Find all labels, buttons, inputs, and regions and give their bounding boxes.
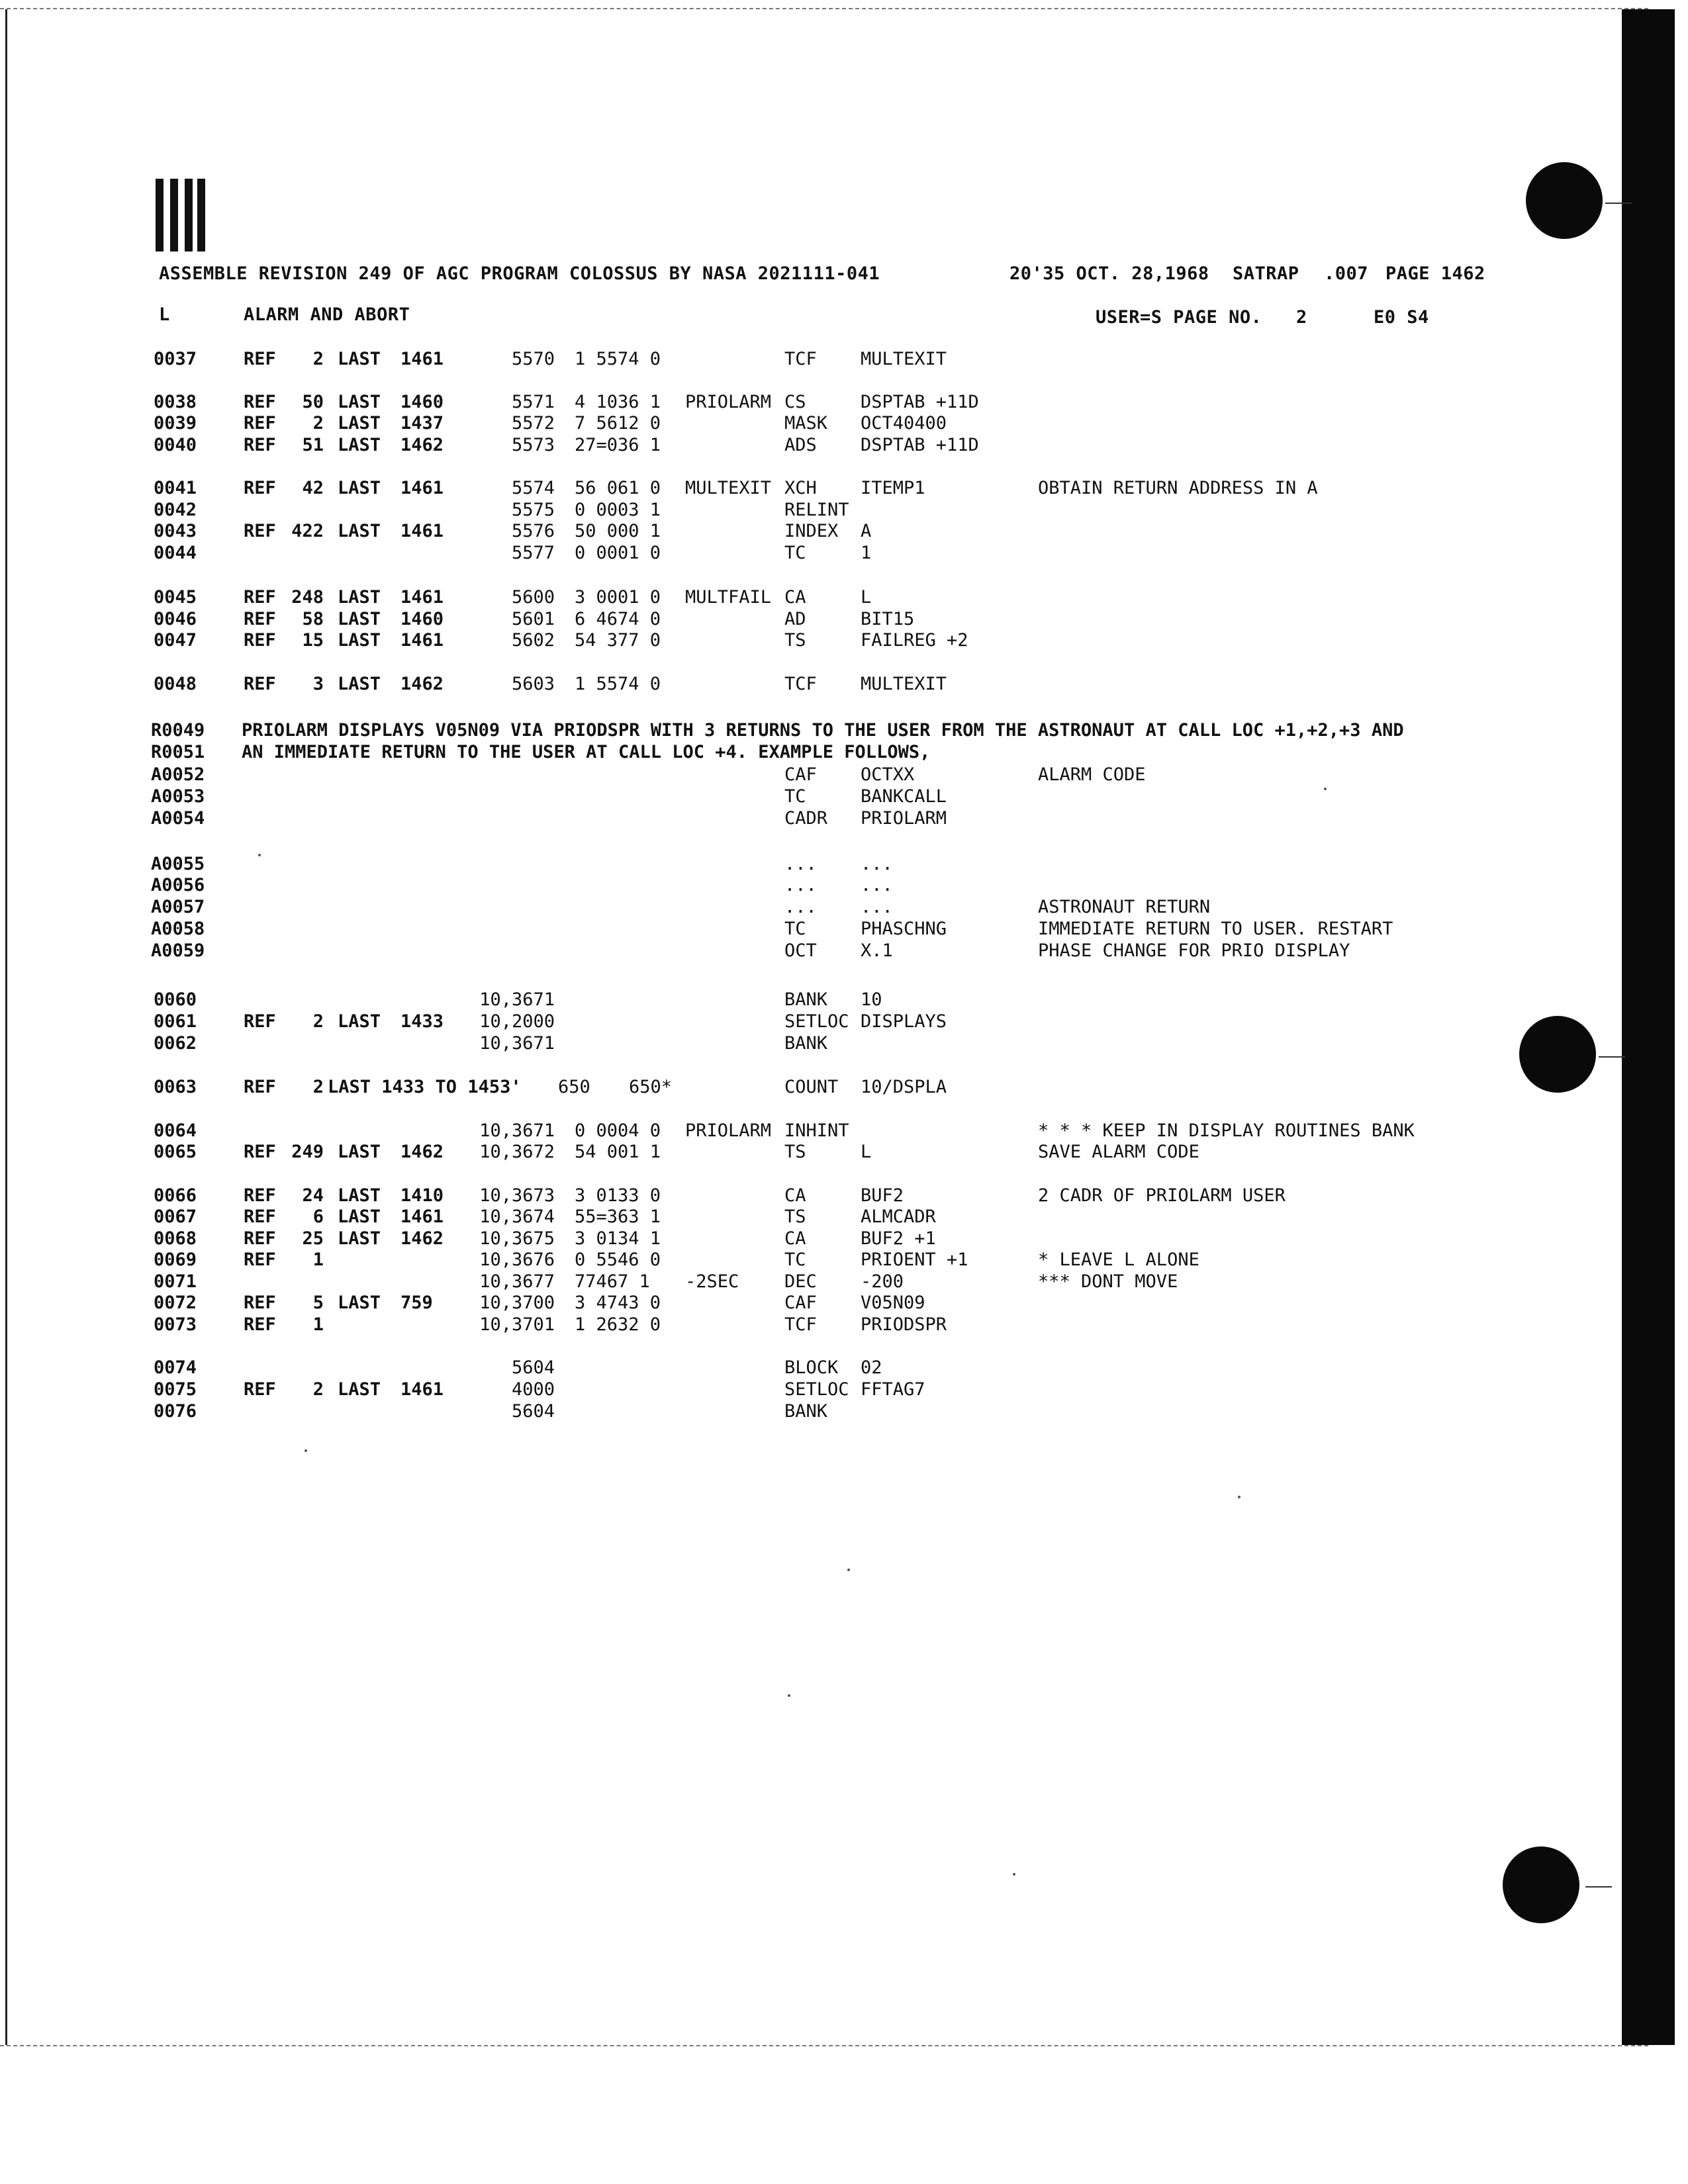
seq-number: A0055 <box>151 854 205 874</box>
comment: SAVE ALARM CODE <box>1038 1142 1199 1162</box>
seq-number: 0044 <box>154 543 197 563</box>
operand: L <box>861 587 872 608</box>
last-label: LAST <box>338 1142 381 1162</box>
listing-code: .007 <box>1324 263 1369 284</box>
last-label: LAST <box>338 1185 381 1206</box>
seq-number: 0067 <box>154 1206 197 1227</box>
opcode: DEC <box>784 1271 817 1292</box>
location: 10,3700 <box>479 1293 555 1313</box>
last-label: LAST <box>338 392 381 412</box>
seq-number: 0040 <box>154 435 197 455</box>
ref-label: REF <box>244 1011 276 1032</box>
octal-word: 55=363 1 <box>575 1206 661 1227</box>
ref-label: REF <box>244 1250 276 1270</box>
ref-label: REF <box>244 587 276 608</box>
last-label: LAST <box>338 435 381 455</box>
listing-datetime: 20'35 OCT. 28,1968 <box>1009 263 1209 284</box>
seq-number: 0046 <box>154 609 197 629</box>
count-value-total: 650* <box>629 1077 673 1097</box>
operand: DSPTAB +11D <box>861 392 979 412</box>
scan-speck <box>1238 1496 1241 1498</box>
octal-word: 0 5546 0 <box>575 1250 661 1270</box>
seq-number: 0063 <box>154 1077 197 1097</box>
symbol-label: PRIOLARM <box>685 392 772 412</box>
ref-count: 6 <box>312 1206 324 1227</box>
ref-count: 1 <box>312 1250 324 1270</box>
opcode: AD <box>784 609 806 629</box>
opcode: TC <box>784 786 806 807</box>
last-ref: 1437 <box>400 413 444 433</box>
ref-count: 1 <box>312 1314 324 1335</box>
seq-number: 0047 <box>154 630 197 651</box>
seq-number: 0071 <box>154 1271 197 1292</box>
operand: 02 <box>861 1357 882 1378</box>
location: 5575 <box>511 500 555 520</box>
location: 5570 <box>511 349 555 369</box>
scan-left-edge <box>5 9 7 2045</box>
comment: IMMEDIATE RETURN TO USER. RESTART <box>1038 919 1393 939</box>
operand: MULTEXIT <box>861 674 947 694</box>
location: 5572 <box>511 413 555 433</box>
location: 5604 <box>511 1401 555 1422</box>
ref-count: 2 <box>312 1379 324 1400</box>
opcode: CA <box>784 587 806 608</box>
listing-title: ASSEMBLE REVISION 249 OF AGC PROGRAM COLOSSUS BY NASA 2021111-041 <box>159 263 880 284</box>
operand: ALMCADR <box>861 1206 936 1227</box>
last-label: LAST <box>338 630 381 651</box>
operand: ITEMP1 <box>861 478 925 498</box>
octal-word: 1 2632 0 <box>575 1314 661 1335</box>
opcode: ADS <box>784 435 817 455</box>
seq-number: 0048 <box>154 674 197 694</box>
opcode: XCH <box>784 478 817 498</box>
operand: PRIODSPR <box>861 1314 947 1335</box>
opcode: BANK <box>784 989 828 1010</box>
operand: A <box>861 521 872 541</box>
ref-count: 422 <box>291 521 324 541</box>
octal-word: 3 4743 0 <box>575 1293 661 1313</box>
ref-count: 51 <box>302 435 324 455</box>
opcode: INHINT <box>784 1120 849 1141</box>
location: 10,3671 <box>479 989 555 1010</box>
scan-speck <box>305 1449 307 1452</box>
symbol-label: PRIOLARM <box>685 1120 772 1141</box>
last-ref: 1433 <box>400 1011 444 1032</box>
comment: * LEAVE L ALONE <box>1038 1250 1199 1270</box>
last-label: LAST <box>338 413 381 433</box>
opcode: TS <box>784 630 806 651</box>
last-label: LAST <box>338 349 381 369</box>
scan-speck <box>788 1694 790 1697</box>
location: 5574 <box>511 478 555 498</box>
seq-number: A0057 <box>151 897 205 917</box>
seq-number: 0068 <box>154 1228 197 1249</box>
operand: PRIOLARM <box>861 808 947 829</box>
remark-text: PRIOLARM DISPLAYS V05N09 VIA PRIODSPR WITH 3 RETURNS TO THE USER FROM THE ASTRONAUT AT CALL LOC +1,+2,+3 AND <box>242 720 1404 741</box>
ref-label: REF <box>244 1142 276 1162</box>
octal-word: 3 0001 0 <box>575 587 661 608</box>
operand: OCTXX <box>861 764 915 785</box>
seq-number: A0059 <box>151 940 205 961</box>
operand: ... <box>861 897 893 917</box>
opcode: COUNT <box>784 1077 839 1097</box>
ref-label: REF <box>244 1206 276 1227</box>
location: 5604 <box>511 1357 555 1378</box>
operand: 1 <box>861 543 872 563</box>
user-page-no: 2 <box>1296 307 1307 328</box>
octal-word: 4 1036 1 <box>575 392 661 412</box>
location: 5600 <box>511 587 555 608</box>
location: 10,3677 <box>479 1271 555 1292</box>
location: 5577 <box>511 543 555 563</box>
octal-word: 50 000 1 <box>575 521 661 541</box>
ref-label: REF <box>244 392 276 412</box>
operand: -200 <box>861 1271 904 1292</box>
ref-label: REF <box>244 435 276 455</box>
opcode: BANK <box>784 1401 828 1422</box>
last-ref: 1460 <box>400 609 444 629</box>
seq-number: 0037 <box>154 349 197 369</box>
seq-number: 0066 <box>154 1185 197 1206</box>
ref-label: REF <box>244 1077 276 1097</box>
opcode: TCF <box>784 674 817 694</box>
octal-word: 54 377 0 <box>575 630 661 651</box>
user-page-label: USER=S PAGE NO. <box>1096 307 1262 328</box>
ref-count: 2 <box>312 413 324 433</box>
opcode: SETLOC <box>784 1379 849 1400</box>
opcode: TC <box>784 543 806 563</box>
opcode: TS <box>784 1142 806 1162</box>
last-label: LAST <box>338 1293 381 1313</box>
comment: * * * KEEP IN DISPLAY ROUTINES BANK <box>1038 1120 1415 1141</box>
count-value: 650 <box>558 1077 590 1097</box>
opcode: BLOCK <box>784 1357 839 1378</box>
comment: ASTRONAUT RETURN <box>1038 897 1211 917</box>
seq-number: 0076 <box>154 1401 197 1422</box>
seq-number: 0039 <box>154 413 197 433</box>
location: 5573 <box>511 435 555 455</box>
last-ref: 759 <box>400 1293 433 1313</box>
last-ref: 1410 <box>400 1185 444 1206</box>
opcode: CA <box>784 1185 806 1206</box>
ref-count: 24 <box>302 1185 324 1206</box>
opcode: CAF <box>784 1293 817 1313</box>
comment: 2 CADR OF PRIOLARM USER <box>1038 1185 1286 1206</box>
opcode: RELINT <box>784 500 849 520</box>
last-label: LAST <box>338 478 381 498</box>
seq-number: A0056 <box>151 875 205 895</box>
octal-word: 6 4674 0 <box>575 609 661 629</box>
seq-number: 0041 <box>154 478 197 498</box>
octal-word: 56 061 0 <box>575 478 661 498</box>
operand: PHASCHNG <box>861 919 947 939</box>
operand: BUF2 +1 <box>861 1228 936 1249</box>
opcode: CS <box>784 392 806 412</box>
ref-count: 3 <box>312 674 324 694</box>
scan-top-edge <box>0 8 1648 9</box>
seq-number: 0074 <box>154 1357 197 1378</box>
ref-label: REF <box>244 1185 276 1206</box>
last-ref: 1461 <box>400 478 444 498</box>
punch-mark <box>1585 1886 1612 1888</box>
opcode: OCT <box>784 940 817 961</box>
location: 5601 <box>511 609 555 629</box>
last-ref: 1462 <box>400 1142 444 1162</box>
last-label: LAST <box>338 587 381 608</box>
location: 5602 <box>511 630 555 651</box>
scan-speck <box>847 1569 850 1571</box>
symbol-label: -2SEC <box>685 1271 739 1292</box>
comment: OBTAIN RETURN ADDRESS IN A <box>1038 478 1318 498</box>
opcode: TS <box>784 1206 806 1227</box>
seq-number: A0054 <box>151 808 205 829</box>
location: 10,3674 <box>479 1206 555 1227</box>
listing-page: PAGE 1462 <box>1385 263 1485 284</box>
opcode: ... <box>784 875 817 895</box>
remark-text: AN IMMEDIATE RETURN TO THE USER AT CALL LOC +4. EXAMPLE FOLLOWS, <box>242 742 931 762</box>
octal-word: 3 0134 1 <box>575 1228 661 1249</box>
opcode: TCF <box>784 349 817 369</box>
last-ref: 1461 <box>400 1379 444 1400</box>
opcode: INDEX <box>784 521 839 541</box>
seq-number: 0075 <box>154 1379 197 1400</box>
last-label: LAST <box>338 521 381 541</box>
opcode: TCF <box>784 1314 817 1335</box>
octal-word: 7 5612 0 <box>575 413 661 433</box>
opcode: TC <box>784 1250 806 1270</box>
operand: ... <box>861 875 893 895</box>
location: 5603 <box>511 674 555 694</box>
location: 10,3672 <box>479 1142 555 1162</box>
seq-number: R0049 <box>151 720 205 741</box>
operand: BUF2 <box>861 1185 904 1206</box>
operand: V05N09 <box>861 1293 925 1313</box>
opcode: ... <box>784 854 817 874</box>
seq-number: 0072 <box>154 1293 197 1313</box>
punch-mark <box>1599 1056 1625 1058</box>
ref-count: 2 <box>312 349 324 369</box>
seq-number: 0073 <box>154 1314 197 1335</box>
operand: FFTAG7 <box>861 1379 925 1400</box>
last-label: LAST <box>338 1228 381 1249</box>
count-line <box>0 1077 947 1099</box>
last-label: LAST <box>338 1206 381 1227</box>
operand: DISPLAYS <box>861 1011 947 1032</box>
octal-word: 1 5574 0 <box>575 349 661 369</box>
opcode: SETLOC <box>784 1011 849 1032</box>
symbol-label: MULTEXIT <box>685 478 772 498</box>
punch-hole-icon <box>1519 1016 1596 1093</box>
location: 10,3673 <box>479 1185 555 1206</box>
symbol-label: MULTFAIL <box>685 587 772 608</box>
location: 4000 <box>511 1379 555 1400</box>
ref-label: REF <box>244 630 276 651</box>
seq-number: A0052 <box>151 764 205 785</box>
ref-count: 25 <box>302 1228 324 1249</box>
last-ref: 1460 <box>400 392 444 412</box>
ref-count: 2 <box>312 1077 324 1097</box>
operand: L <box>861 1142 872 1162</box>
operand: MULTEXIT <box>861 349 947 369</box>
operand: OCT40400 <box>861 413 947 433</box>
operand: BANKCALL <box>861 786 947 807</box>
operand: BIT15 <box>861 609 915 629</box>
location: 5576 <box>511 521 555 541</box>
last-ref: 1462 <box>400 1228 444 1249</box>
ref-label: REF <box>244 1228 276 1249</box>
seq-number: 0064 <box>154 1120 197 1141</box>
opcode: CA <box>784 1228 806 1249</box>
location: 10,2000 <box>479 1011 555 1032</box>
seq-number: 0038 <box>154 392 197 412</box>
ref-label: REF <box>244 478 276 498</box>
ref-label: REF <box>244 349 276 369</box>
operand: PRIOENT +1 <box>861 1250 968 1270</box>
seq-number: 0062 <box>154 1033 197 1054</box>
seq-number: 0069 <box>154 1250 197 1270</box>
ref-label: REF <box>244 674 276 694</box>
last-label: LAST <box>338 1011 381 1032</box>
last-ref: 1461 <box>400 587 444 608</box>
ref-label: REF <box>244 1314 276 1335</box>
scan-speck <box>1013 1873 1015 1876</box>
punch-hole-icon <box>1526 162 1603 239</box>
operand: FAILREG +2 <box>861 630 968 651</box>
scan-speck <box>258 854 261 856</box>
octal-word: 0 0004 0 <box>575 1120 661 1141</box>
location: 10,3671 <box>479 1120 555 1141</box>
ref-count: 58 <box>302 609 324 629</box>
last-ref: 1462 <box>400 435 444 455</box>
listing-id: E0 S4 <box>1374 307 1429 328</box>
punch-mark <box>1605 203 1632 204</box>
ref-count: 2 <box>312 1011 324 1032</box>
punch-hole-icon <box>1503 1846 1579 1923</box>
location: 10,3671 <box>479 1033 555 1054</box>
scan-right-bar <box>1622 9 1675 2045</box>
opcode: ... <box>784 897 817 917</box>
location: 10,3676 <box>479 1250 555 1270</box>
ref-count: 5 <box>312 1293 324 1313</box>
operand: 10 <box>861 989 882 1010</box>
location: 5571 <box>511 392 555 412</box>
comment: *** DONT MOVE <box>1038 1271 1178 1292</box>
opcode: CAF <box>784 764 817 785</box>
ref-count: 248 <box>291 587 324 608</box>
seq-number: 0045 <box>154 587 197 608</box>
last-ref: 1461 <box>400 630 444 651</box>
opcode: TC <box>784 919 806 939</box>
operand: 10/DSPLA <box>861 1077 947 1097</box>
ref-count: 249 <box>291 1142 324 1162</box>
last-ref: 1462 <box>400 674 444 694</box>
ref-label: REF <box>244 413 276 433</box>
ref-label: REF <box>244 609 276 629</box>
count-range: LAST 1433 TO 1453' <box>328 1077 522 1097</box>
location: 10,3701 <box>479 1314 555 1335</box>
operand: X.1 <box>861 940 893 961</box>
opcode: CADR <box>784 808 828 829</box>
seq-number: 0043 <box>154 521 197 541</box>
seq-number: R0051 <box>151 742 205 762</box>
seq-number: A0053 <box>151 786 205 807</box>
seq-number: 0042 <box>154 500 197 520</box>
last-ref: 1461 <box>400 1206 444 1227</box>
ref-count: 50 <box>302 392 324 412</box>
octal-word: 1 5574 0 <box>575 674 661 694</box>
seq-number: 0061 <box>154 1011 197 1032</box>
opcode: MASK <box>784 413 828 433</box>
operand: DSPTAB +11D <box>861 435 979 455</box>
listing-user: SATRAP <box>1233 263 1299 284</box>
scan-bottom-edge <box>0 2045 1648 2046</box>
section-title: ALARM AND ABORT <box>244 304 410 325</box>
seq-number: A0058 <box>151 919 205 939</box>
opcode: BANK <box>784 1033 828 1054</box>
location: 10,3675 <box>479 1228 555 1249</box>
octal-word: 0 0001 0 <box>575 543 661 563</box>
ref-count: 42 <box>302 478 324 498</box>
octal-word: 3 0133 0 <box>575 1185 661 1206</box>
operand: ... <box>861 854 893 874</box>
ref-label: REF <box>244 1293 276 1313</box>
last-label: LAST <box>338 674 381 694</box>
octal-word: 77467 1 <box>575 1271 650 1292</box>
last-ref: 1461 <box>400 349 444 369</box>
seq-number: 0065 <box>154 1142 197 1162</box>
ref-count: 15 <box>302 630 324 651</box>
octal-word: 27=036 1 <box>575 435 661 455</box>
octal-word: 54 001 1 <box>575 1142 661 1162</box>
comment: PHASE CHANGE FOR PRIO DISPLAY <box>1038 940 1350 961</box>
ref-label: REF <box>244 521 276 541</box>
listing-type: L <box>159 304 170 325</box>
sheet-mark-icon <box>156 179 205 251</box>
comment: ALARM CODE <box>1038 764 1146 785</box>
seq-number: 0060 <box>154 989 197 1010</box>
last-ref: 1461 <box>400 521 444 541</box>
ref-label: REF <box>244 1379 276 1400</box>
last-label: LAST <box>338 1379 381 1400</box>
scan-speck <box>1324 788 1327 790</box>
last-label: LAST <box>338 609 381 629</box>
octal-word: 0 0003 1 <box>575 500 661 520</box>
